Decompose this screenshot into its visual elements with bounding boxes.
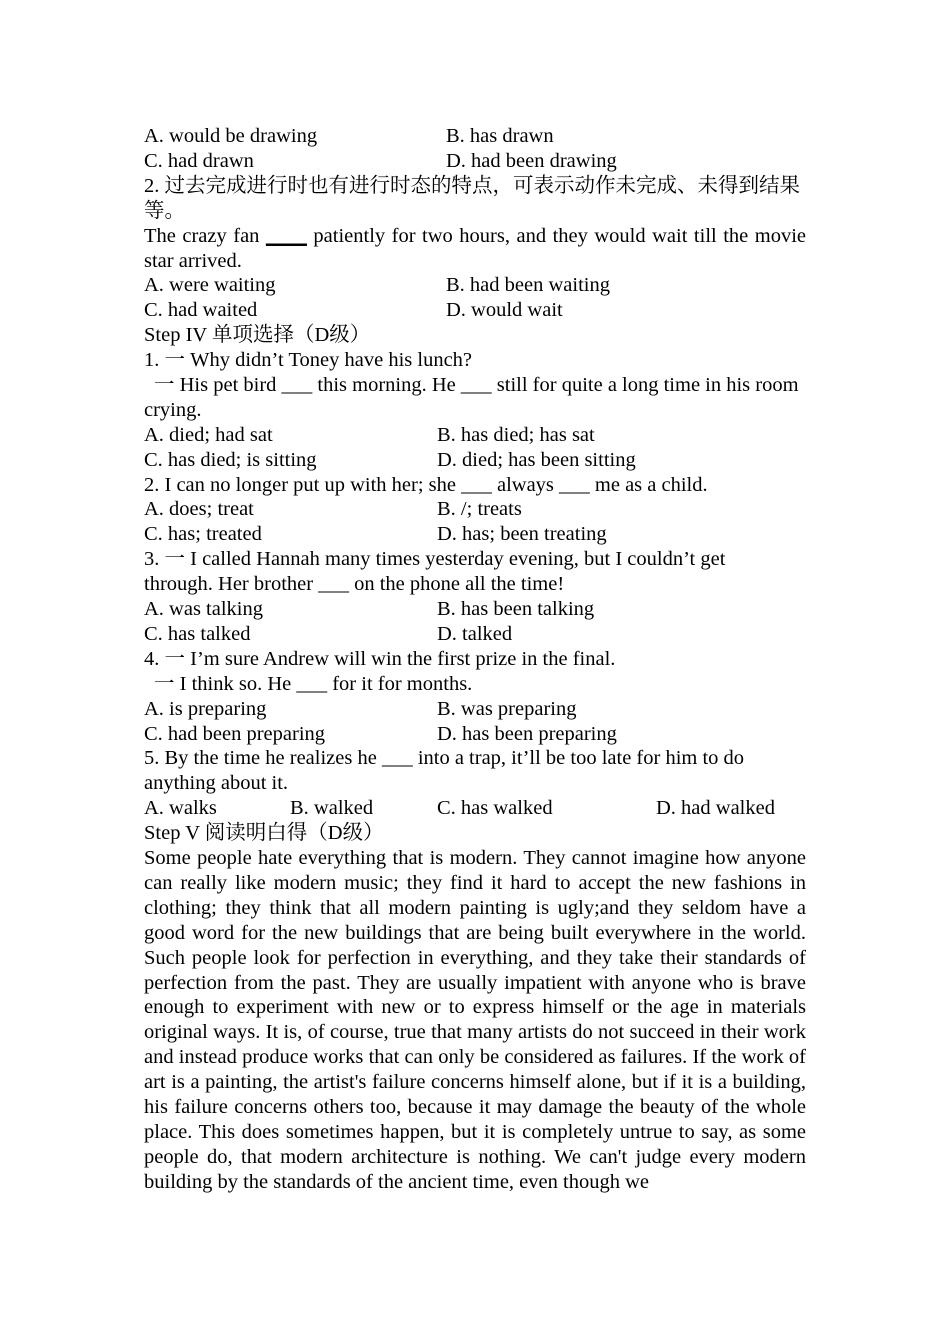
option-a: A. was talking bbox=[144, 598, 263, 621]
option-a: A. does; treat bbox=[144, 498, 254, 521]
grammar-note: 2. 过去完成进行时也有进行时态的特点，可表示动作未完成、未得到结果等。 bbox=[144, 174, 800, 222]
question-2: 2. I can no longer put up with her; she ___ always ___ me as a child. bbox=[144, 473, 708, 496]
option-d: D. had walked bbox=[656, 797, 775, 820]
option-b: B. has drawn bbox=[446, 125, 554, 147]
option-row bbox=[144, 722, 806, 747]
option-d: D. had been drawing bbox=[446, 149, 617, 172]
option-c: C. had been preparing bbox=[144, 722, 326, 745]
option-row bbox=[144, 448, 806, 473]
option-d: D. would wait bbox=[446, 299, 563, 322]
option-c: C. had waited bbox=[144, 299, 258, 322]
question-crazy-fan bbox=[144, 224, 806, 274]
option-a: A. died; had sat bbox=[144, 423, 273, 446]
option-a: A. would be drawing bbox=[144, 125, 318, 147]
answer-blank: ____ bbox=[265, 224, 307, 247]
option-b: B. has been talking bbox=[437, 598, 595, 621]
option-b: B. has died; has sat bbox=[437, 423, 595, 446]
option-d: D. died; has been sitting bbox=[437, 448, 636, 471]
option-c: C. has talked bbox=[144, 622, 251, 645]
reading-passage: Some people hate everything that is modern. They cannot imagine how anyone can really like modern music; they find it hard to accept the new fashions in clothing; they think that all modern painting is ugly;and they seldom have a good word for the new buildings that are being built everywhere in the world. Such people look for perfection in everything, and they take their standards of perfection from the past. They are usually impatient with anyone who is brave enough to experiment with new or to express himself or the age in materials original ways. It is, of course, true that many artists do not succeed in their work and instead produce works that can only be considered as failures. If the work of art is a painting, the artist's failure concerns himself alone, but if it is a building, his failure concerns others too, because it may damage the beauty of the whole place. This does sometimes happen, but it is completely untrue to say, as some people do, that modern architecture is nothing. We can't judge every modern building by the standards of the ancient time, even though we bbox=[144, 846, 806, 1193]
question-3: 3. 一 I called Hannah many times yesterday evening, but I couldn’t get through. Her brother ___ on the phone all the time! bbox=[144, 548, 726, 596]
option-row bbox=[144, 273, 806, 298]
option-c: C. has; treated bbox=[144, 523, 262, 546]
option-b: B. was preparing bbox=[437, 697, 577, 720]
option-a: A. walks bbox=[144, 797, 217, 820]
option-row bbox=[144, 796, 806, 821]
question-text: patiently for two hours, and they would wait till the movie star arrived. bbox=[144, 224, 806, 272]
option-row bbox=[144, 622, 806, 647]
option-row bbox=[144, 298, 806, 323]
option-row bbox=[144, 423, 806, 448]
option-b: B. walked bbox=[290, 797, 374, 820]
option-d: D. has; been treating bbox=[437, 523, 607, 546]
option-a: A. were waiting bbox=[144, 274, 276, 297]
section-title-step-5: Step V 阅读明白得（D级） bbox=[144, 822, 384, 845]
option-d: D. has been preparing bbox=[437, 722, 617, 745]
question-4-line-2: 一 I think so. He ___ for it for months. bbox=[154, 672, 473, 695]
option-row bbox=[144, 697, 806, 722]
option-row bbox=[144, 522, 806, 547]
option-c: C. has walked bbox=[437, 797, 553, 820]
option-c: C. has died; is sitting bbox=[144, 448, 317, 471]
option-a: A. is preparing bbox=[144, 697, 267, 720]
question-1-line-1: 1. 一 Why didn’t Toney have his lunch? bbox=[144, 349, 473, 372]
option-row bbox=[144, 497, 806, 522]
option-c: C. had drawn bbox=[144, 149, 254, 172]
option-b: B. had been waiting bbox=[446, 274, 610, 297]
option-b: B. /; treats bbox=[437, 498, 522, 521]
question-4-line-1: 4. 一 I’m sure Andrew will win the first prize in the final. bbox=[144, 647, 616, 670]
question-text: The crazy fan bbox=[144, 224, 266, 247]
question-1-line-2: 一 His pet bird ___ this morning. He ___ still for quite a long time in his room crying. bbox=[144, 373, 799, 421]
option-d: D. talked bbox=[437, 622, 513, 645]
option-row bbox=[144, 149, 806, 174]
question-5: 5. By the time he realizes he ___ into a trap, it’ll be too late for him to do anything about it. bbox=[144, 747, 745, 795]
section-title-step-4: Step IV 单项选择（D级） bbox=[144, 324, 371, 347]
option-row bbox=[144, 597, 806, 622]
option-row bbox=[144, 124, 806, 149]
document-page bbox=[144, 124, 806, 1195]
